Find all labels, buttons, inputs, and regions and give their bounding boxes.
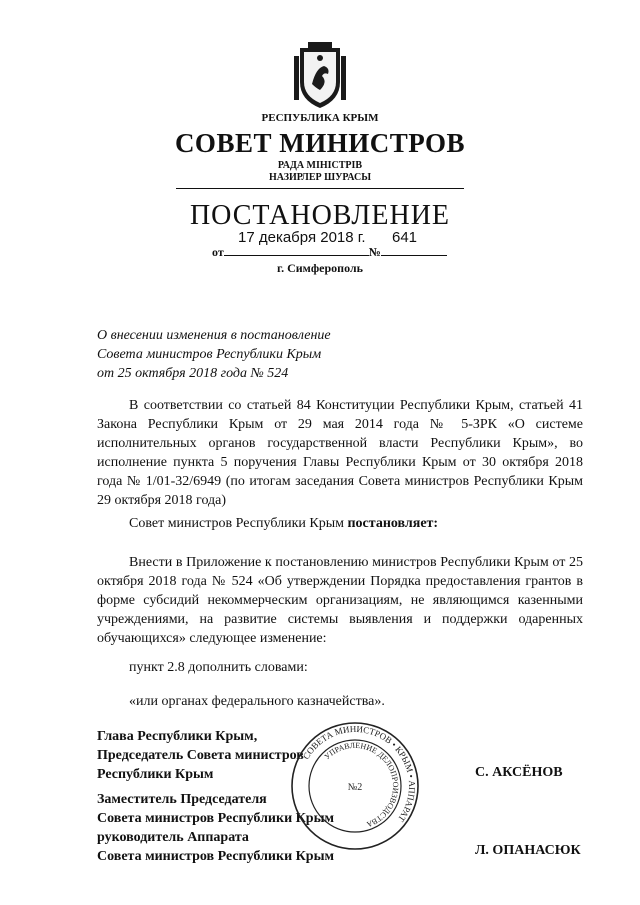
title-line: от 25 октября 2018 года № 524 (97, 366, 289, 381)
crimea-coat-of-arms-icon (290, 42, 350, 112)
stamp-center-text: №2 (347, 782, 363, 793)
resolution-paragraph (97, 514, 583, 533)
head-name: С. АКСЁНОВ (475, 765, 563, 780)
deputy-name: Л. ОПАНАСЮК (475, 843, 581, 858)
header-divider (176, 188, 464, 189)
title-line: О внесении изменения в постановление (97, 328, 331, 343)
date-underline (224, 246, 369, 256)
amendment-words: «или органах федерального казначейства». (129, 694, 385, 709)
preamble-paragraph: В соответствии со статьей 84 Конституции Республики Крым, статьей 41 Закона Республики Крым от 29 мая 2014 года № 5-ЗРК «О системе исполнительных органов государственной власти Республики Крым», во исполнение пункта 5 поручения Главы Республики Крым от 30 октября 2018 года № 1/01-32/6949 (по итогам заседания Совета министров Республики Крым 29 октября 2018 года) (97, 398, 583, 508)
from-label: от (212, 245, 224, 259)
resolves-word: постановляет: (347, 516, 439, 531)
council-title: СОВЕТ МИНИСТРОВ (174, 128, 466, 158)
stamp-inner-text: УПРАВЛЕНИЕ ДЕЛОПРОИЗВОДСТВА (322, 740, 401, 829)
signatory-title: Заместитель Председателя (97, 792, 267, 807)
ukrainian-title: РАДА МІНІСТРІВ (277, 160, 363, 171)
decree-heading: ПОСТАНОВЛЕНИЕ (189, 200, 451, 231)
signatory-title: Совета министров Республики Крым (97, 811, 335, 826)
date-number-line (212, 245, 447, 260)
title-line: Совета министров Республики Крым (97, 347, 322, 362)
number-underline (381, 246, 447, 256)
official-stamp (289, 720, 421, 852)
stamp-outer-text: СОВЕТА МИНИСТРОВ • КРЫМ • АППАРАТ (300, 723, 418, 824)
signatory-title: руководитель Аппарата (97, 830, 249, 845)
resolution-text: Совет министров Республики Крым (129, 516, 348, 531)
republic-name: РЕСПУБЛИКА КРЫМ (261, 112, 379, 124)
signatory-title: Республики Крым (97, 767, 214, 782)
decree-date: 17 декабря 2018 г. (238, 229, 366, 246)
signatory-title: Совета министров Республики Крым (97, 849, 335, 864)
signatory-title: Глава Республики Крым, (97, 729, 258, 744)
city: г. Симферополь (277, 261, 363, 275)
amendment-paragraph: Внести в Приложение к постановлению министров Республики Крым от 25 октября 2018 года № 524 «Об утверждении Порядка предоставления грантов в форме субсидий некоммерческим организациям, не являющимся казенными учреждениями, на развитие системы выявления и поддержки одаренных обучающихся» следующее изменение: (97, 555, 583, 646)
amendment-point: пункт 2.8 дополнить словами: (129, 660, 308, 675)
decree-number: 641 (392, 229, 418, 246)
signatory-title: Председатель Совета министров (97, 748, 304, 763)
head-signature-block (97, 727, 304, 784)
number-label: № (368, 245, 381, 259)
crimean-tatar-title: НАЗИРЛЕР ШУРАСЫ (268, 172, 372, 183)
decree-title (97, 326, 331, 383)
